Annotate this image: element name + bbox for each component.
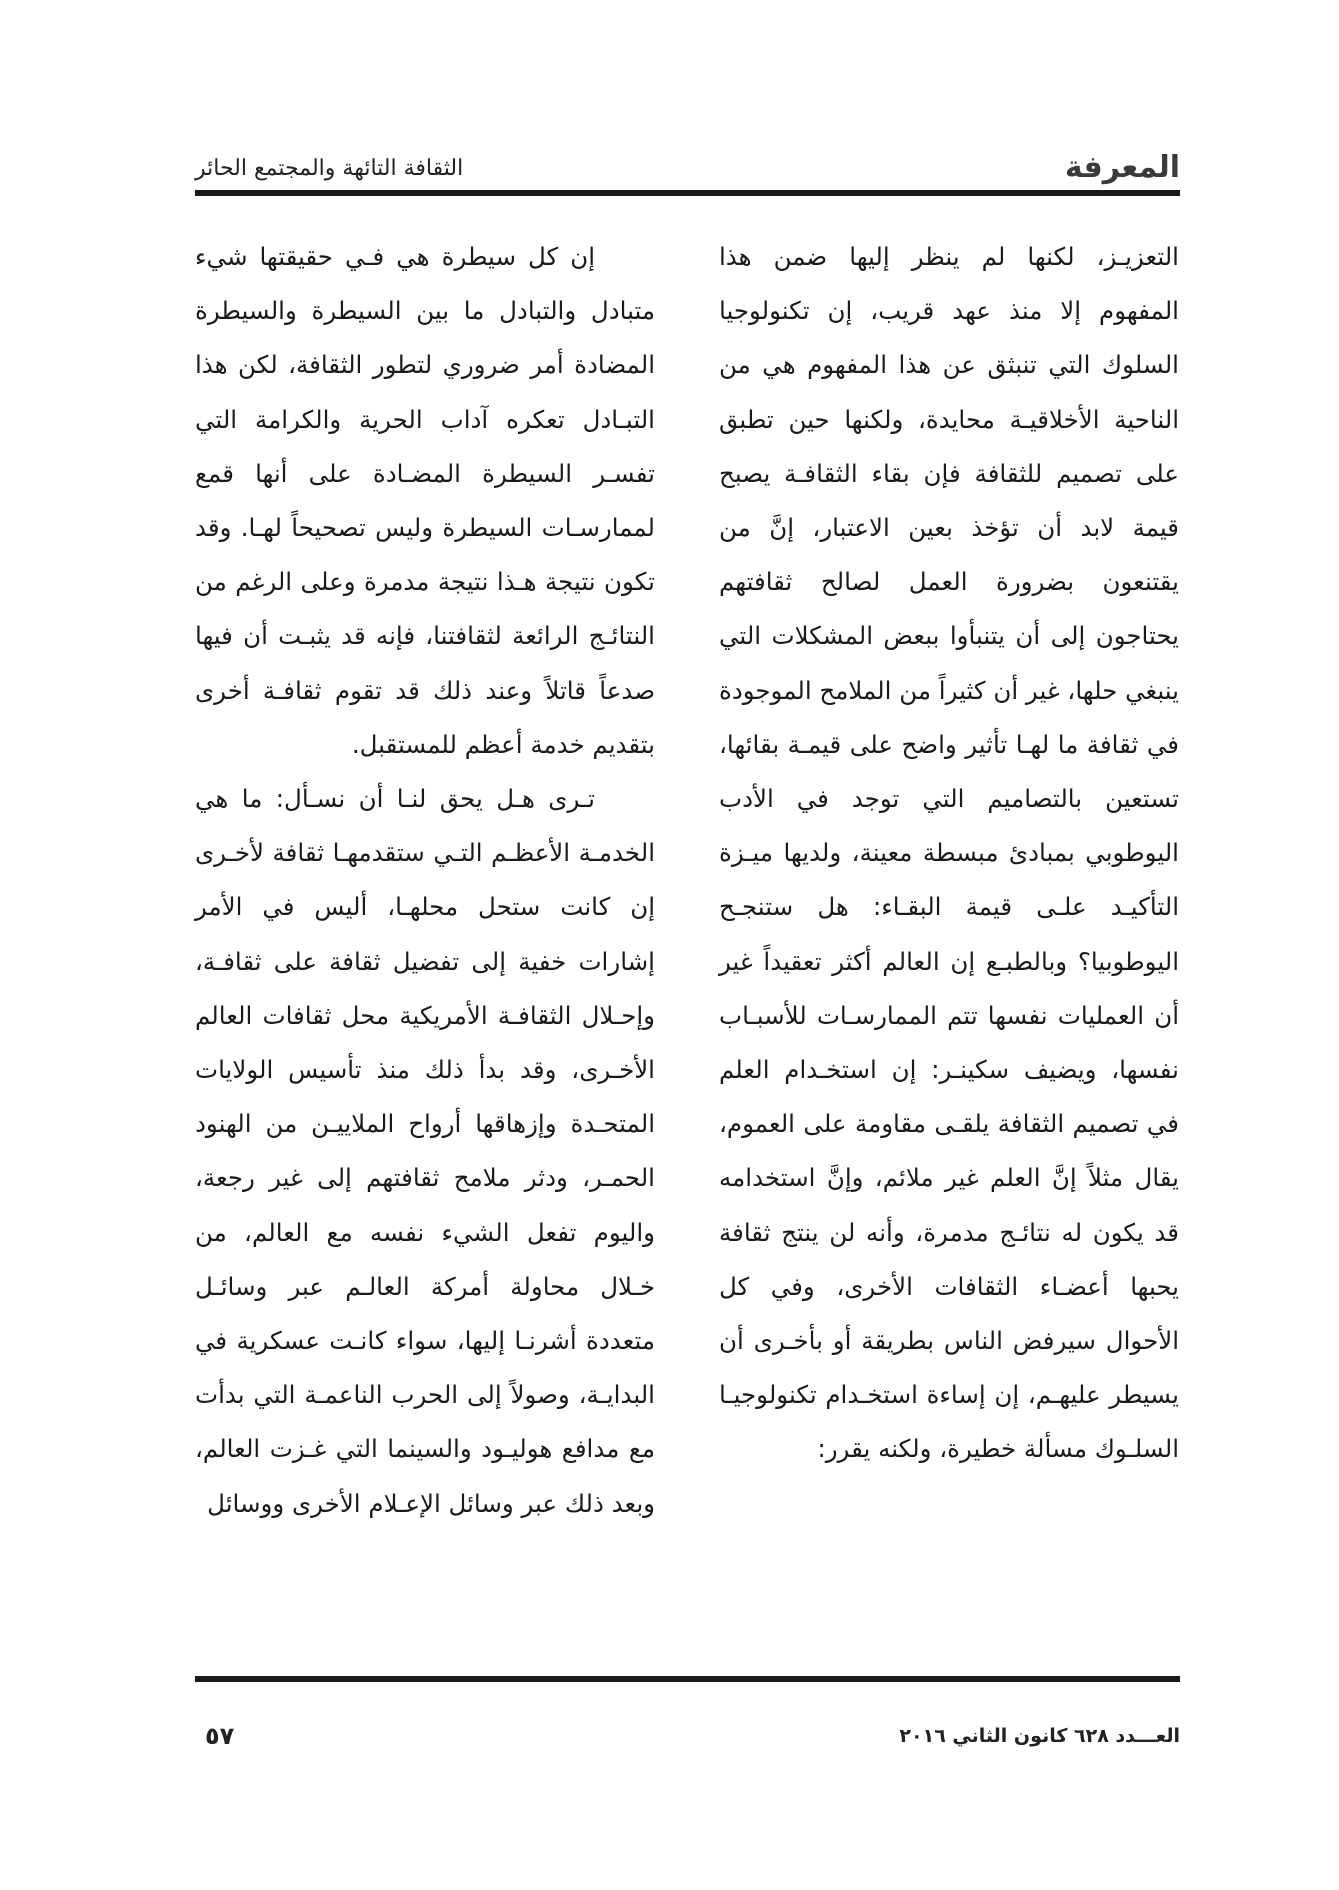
text-column-left (195, 230, 655, 1660)
header-rule (195, 190, 1180, 196)
running-title: الثقافة التائهة والمجتمع الحائر (195, 156, 464, 181)
paragraph: إن كل سيطرة هي فـي حقيقتها شيء متبادل والتبادل ما بين السيطرة والسيطرة المضادة أمر ضروري لتطور الثقافة، لكن هذا التبـادل تعكره آداب الحرية والكرامة التي تفسـر السيطرة المضـادة على أنها قمع لممارسـات السيطرة وليس تصحيحاً لهـا. وقد تكون نتيجة هـذا نتيجة مدمرة وعلى الرغم من النتائـج الرائعة لثقافتنا، فإنه قد يثبـت أن فيها صدعاً قاتلاً وعند ذلك قد تقوم ثقافـة أخرى بتقديم خدمة أعظم للمستقبل. (195, 242, 655, 759)
paragraph: التعزيـز، لكنها لم ينظر إليها ضمن هذا المفهوم إلا منذ عهد قريب، إن تكنولوجيا السلوك التي تنبثق عن هذا المفهوم هي من الناحية الأخلاقيـة محايدة، ولكنها حين تطبق على تصميم للثقافة فإن بقاء الثقافـة يصبح قيمة لابد أن تؤخذ بعين الاعتبار، إنَّ من يقتنعون بضرورة العمل لصالح ثقافتهم يحتاجون إلى أن يتنبأوا ببعض المشكلات التي ينبغي حلها، غير أن كثيراً من الملامح الموجودة في ثقافة ما لهـا تأثير واضح على قيمـة بقائها، تستعين بالتصاميم التي توجد في الأدب اليوطوبي بمبادئ مبسطة معينة، ولديها ميـزة التأكيـد علـى قيمة البقـاء: هل ستنجـح اليوطوبيا؟ وبالطبـع إن العالم أكثر تعقيداً غير أن العمليات نفسها تتم الممارسـات للأسبـاب نفسها، ويضيف سكينـر: إن استخـدام العلم في تصميم الثقافة يلقـى مقاومة على العموم، يقال مثلاً إنَّ العلم غير ملائم، وإنَّ استخدامه قد يكون له نتائـج مدمرة، وأنه لن ينتج ثقافة يحبها أعضـاء الثقافات الأخرى، وفي كل الأحوال سيرفض الناس بطريقة أو بأخـرى أن يسيطر عليهـم، إن إساءة استخـدام تكنولوجيـا السلـوك مسألة خطيرة، ولكنه يقرر: (719, 242, 1179, 1464)
page-footer (195, 1720, 1180, 1756)
paragraph: تـرى هـل يحق لنـا أن نسـأل: ما هي الخدمـة الأعظـم التـي ستقدمهـا ثقافة لأخـرى إن كانت ستحل محلهـا، أليس في الأمر إشارات خفية إلى تفضيل ثقافة على ثقافـة، وإحـلال الثقافـة الأمريكية محل ثقافات العالم الأخـرى، وقد بدأ ذلك منذ تأسيس الولايات المتحـدة وإزهاقها أرواح الملاييـن من الهنود الحمـر، ودثر ملامح ثقافتهم إلى غير رجعة، واليوم تفعل الشيء نفسه مع العالم، من خـلال محاولة أمركة العالـم عبر وسائـل متعددة أشرنـا إليها، سواء كانـت عسكرية في البدايـة، وصولاً إلى الحرب الناعمـة التي بدأت مع مدافع هوليـود والسينما التي غـزت العالم، وبعد ذلك عبر وسائل الإعـلام الأخرى ووسائل (195, 784, 655, 1518)
footer-rule (195, 1676, 1180, 1682)
page-header (195, 150, 1180, 188)
magazine-logo: المعرفة (1064, 150, 1180, 185)
issue-info: العـــدد ٦٢٨ كانون الثاني ٢٠١٦ (899, 1725, 1180, 1747)
page-number: ٥٧ (205, 1722, 235, 1750)
text-column-right (719, 230, 1179, 1660)
